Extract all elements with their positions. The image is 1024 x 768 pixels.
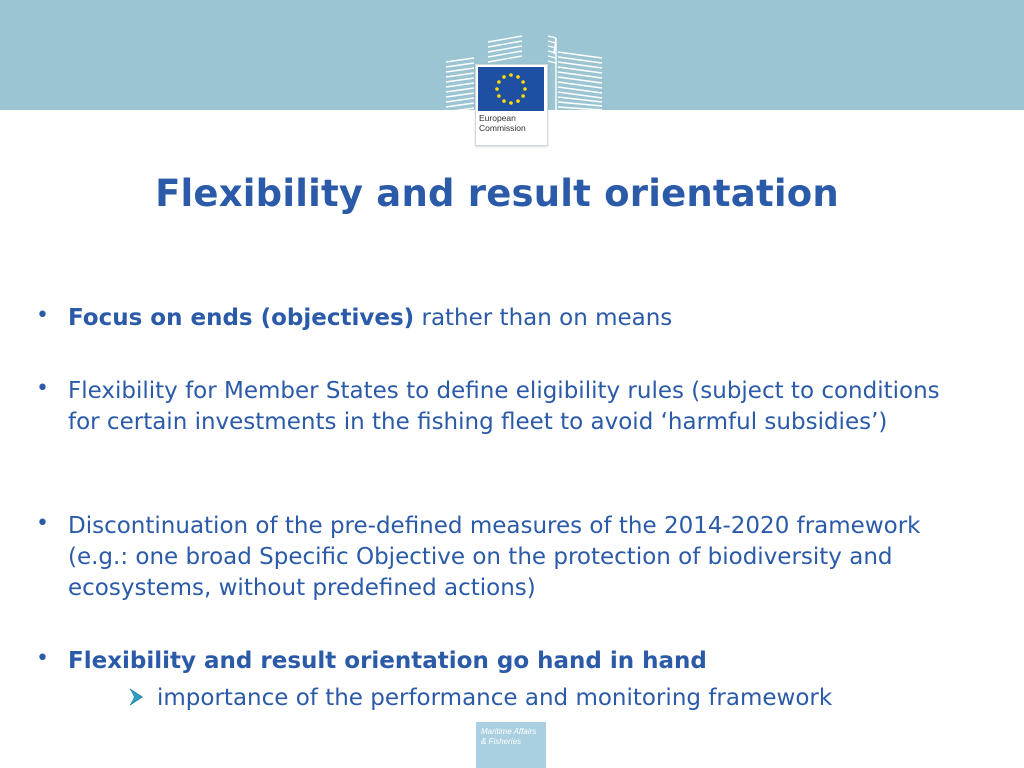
bullet-text: Flexibility for Member States to define eligibility rules (subject to conditions for certain investments in the fishing fleet to avoid ‘harmful subsidies’) (68, 378, 940, 435)
bullet-text (68, 303, 948, 334)
arrow-right-icon (128, 687, 146, 707)
bullet-dot: • (36, 646, 49, 671)
bullet-dot: • (36, 376, 49, 401)
footer-line-1: Maritime Affairs (481, 727, 537, 736)
bullet-dot: • (36, 511, 49, 536)
eu-stars-icon (478, 67, 544, 111)
bullet-bold-text: Flexibility and result orientation go hand in hand (68, 648, 707, 674)
bullet-dot: • (36, 303, 49, 328)
logo-box (475, 64, 548, 146)
european-commission-logo (444, 34, 604, 146)
eu-flag-icon (478, 67, 544, 111)
bullet-text: Discontinuation of the pre-defined measures of the 2014-2020 framework (e.g.: one broad Specific Objective on the protection of biodiversity and ecosystems, without predefined actions) (68, 513, 921, 601)
logo-text (479, 113, 545, 133)
footer-line-2: & Fisheries (481, 737, 522, 746)
bullet-text (68, 646, 948, 677)
sub-bullet-text: importance of the performance and monitoring framework (157, 685, 833, 711)
bullet-bold-text: Focus on ends (objectives) (68, 305, 415, 331)
footer-dg-tab (476, 722, 546, 768)
logo-line-1: European (479, 113, 516, 123)
slide-title: Flexibility and result orientation (155, 172, 839, 215)
logo-line-2: Commission (479, 123, 526, 133)
bullet-plain-text: rather than on means (414, 305, 673, 331)
footer-label (481, 727, 543, 747)
